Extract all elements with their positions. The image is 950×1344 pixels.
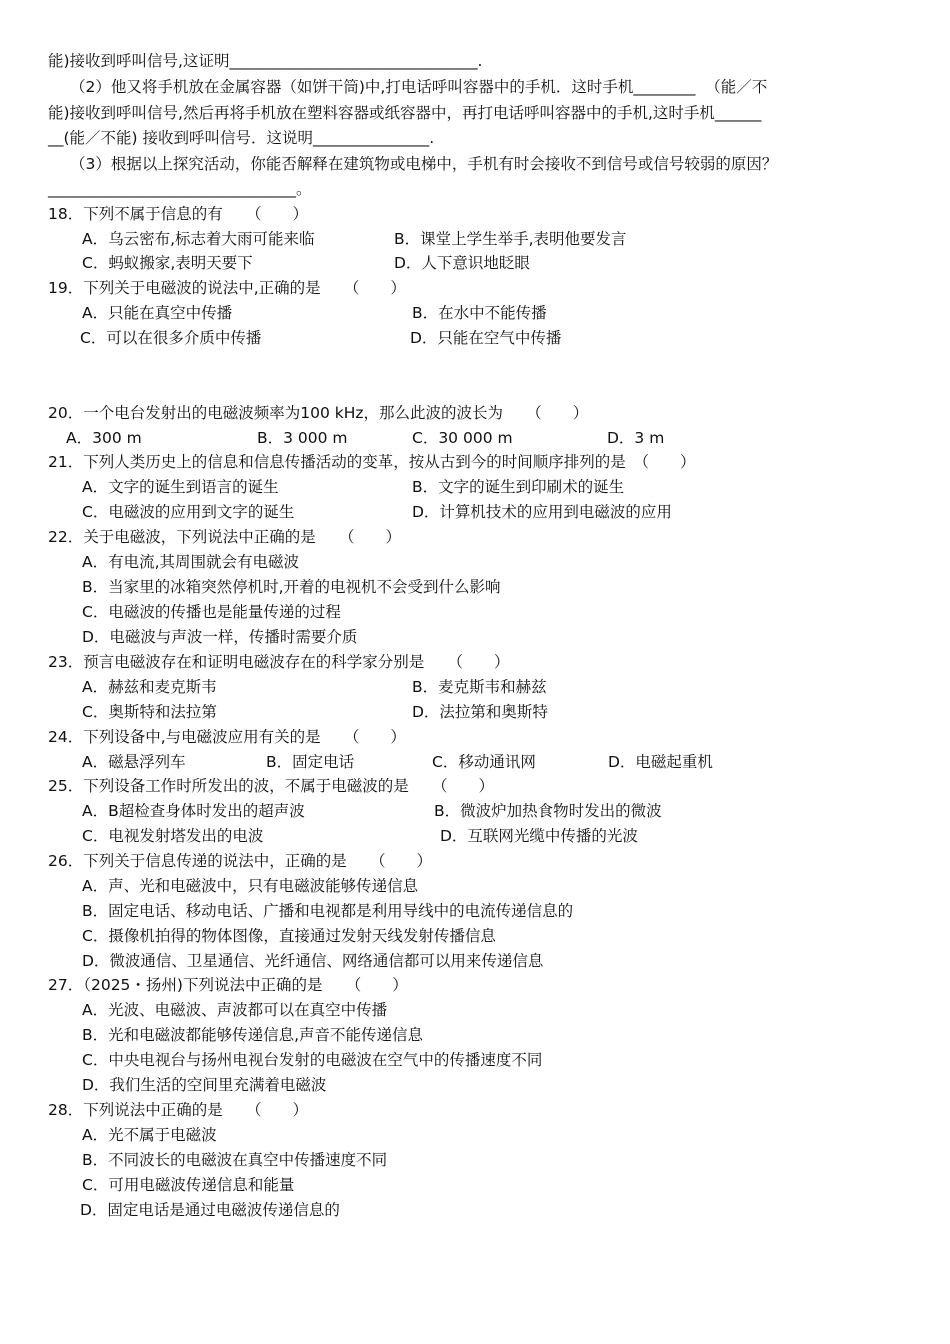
question-19-option-d: D．只能在空气中传播 [410, 329, 562, 347]
question-28-option-c: C．可用电磁波传递信息和能量 [82, 1176, 295, 1194]
question-21-option-d: D．计算机技术的应用到电磁波的应用 [412, 503, 672, 521]
question-21-option-b: B．文字的诞生到印刷术的诞生 [412, 478, 625, 496]
question-25-option-b: B．微波炉加热食物时发出的微波 [434, 802, 662, 820]
question-26-option-b: B．固定电话、移动电话、广播和电视都是利用导线中的电流传递信息的 [82, 902, 574, 920]
question-24-option-d: D．电磁起重机 [608, 753, 713, 771]
continued-text-line-2: （2）他又将手机放在金属容器（如饼干筒)中,打电话呼叫容器中的手机．这时手机________ （能／不 [70, 78, 768, 96]
question-18-option-a: A．乌云密布,标志着大雨可能来临 [82, 230, 315, 248]
question-18-option-c: C．蚂蚁搬家,表明天要下 [82, 254, 253, 272]
question-22-option-b: B．当家里的冰箱突然停机时,开着的电视机不会受到什么影响 [82, 578, 501, 596]
question-28-option-b: B．不同波长的电磁波在真空中传播速度不同 [82, 1151, 388, 1169]
question-27-option-a: A．光波、电磁波、声波都可以在真空中传播 [82, 1001, 388, 1019]
question-23-option-d: D．法拉第和奥斯特 [412, 703, 548, 721]
question-26-option-c: C．摄像机拍得的物体图像，直接通过发射天线发射传播信息 [82, 927, 496, 945]
question-18-stem: 18．下列不属于信息的有 （ ） [48, 205, 308, 223]
question-22-stem: 22．关于电磁波，下列说法中正确的是 （ ） [48, 528, 401, 546]
question-26-stem: 26．下列关于信息传递的说法中，正确的是 （ ） [48, 852, 432, 870]
question-24-option-a: A．磁悬浮列车 [82, 753, 186, 771]
question-27-option-d: D．我们生活的空间里充满着电磁波 [82, 1076, 327, 1094]
continued-text-line-4: __(能／不能) 接收到呼叫信号．这说明_______________. [48, 129, 435, 147]
question-21-option-c: C．电磁波的应用到文字的诞生 [82, 503, 295, 521]
question-23-option-b: B．麦克斯韦和赫兹 [412, 678, 547, 696]
continued-text-line-3: 能)接收到呼叫信号,然后再将手机放在塑料容器或纸容器中，再打电话呼叫容器中的手机,这时手机______ [48, 104, 762, 122]
question-26-option-d: D．微波通信、卫星通信、光纤通信、网络通信都可以用来传递信息 [82, 952, 544, 970]
continued-text-line-5: （3）根据以上探究活动，你能否解释在建筑物或电梯中，手机有时会接收不到信号或信号较弱的原因？ [70, 155, 778, 173]
question-20-stem: 20．一个电台发射出的电磁波频率为100 kHz，那么此波的波长为 （ ） [48, 404, 589, 422]
question-19-option-a: A．只能在真空中传播 [82, 304, 233, 322]
question-25-option-d: D．互联网光缆中传播的光波 [440, 827, 638, 845]
question-25-stem: 25．下列设备工作时所发出的波，不属于电磁波的是 （ ） [48, 777, 494, 795]
question-19-option-b: B．在水中不能传播 [412, 304, 547, 322]
question-19-stem: 19．下列关于电磁波的说法中,正确的是 （ ） [48, 279, 406, 297]
question-25-option-a: A．B超检查身体时发出的超声波 [82, 802, 305, 820]
continued-text-line-1: 能)接收到呼叫信号,这证明________________________________. [48, 52, 483, 70]
question-23-option-c: C．奥斯特和法拉第 [82, 703, 217, 721]
question-25-option-c: C．电视发射塔发出的电波 [82, 827, 264, 845]
question-22-option-d: D．电磁波与声波一样，传播时需要介质 [82, 628, 358, 646]
question-23-stem: 23．预言电磁波存在和证明电磁波存在的科学家分别是 （ ） [48, 653, 510, 671]
question-28-option-d: D．固定电话是通过电磁波传递信息的 [80, 1201, 340, 1219]
continued-text-line-6: ________________________________。 [48, 180, 312, 198]
question-22-option-a: A．有电流,其周围就会有电磁波 [82, 553, 300, 571]
question-24-option-b: B．固定电话 [266, 753, 355, 771]
question-27-option-c: C．中央电视台与扬州电视台发射的电磁波在空气中的传播速度不同 [82, 1051, 543, 1069]
question-24-stem: 24．下列设备中,与电磁波应用有关的是 （ ） [48, 728, 406, 746]
question-19-option-c: C．可以在很多介质中传播 [80, 329, 262, 347]
question-24-option-c: C．移动通讯网 [432, 753, 536, 771]
question-27-stem: 27．（2025・扬州)下列说法中正确的是 （ ） [48, 976, 408, 994]
question-22-option-c: C．电磁波的传播也是能量传递的过程 [82, 603, 341, 621]
question-28-stem: 28．下列说法中正确的是 （ ） [48, 1101, 308, 1119]
question-26-option-a: A．声、光和电磁波中，只有电磁波能够传递信息 [82, 877, 419, 895]
question-20-option-a: A．300 m [66, 429, 142, 447]
question-21-option-a: A．文字的诞生到语言的诞生 [82, 478, 279, 496]
question-20-option-c: C．30 000 m [412, 429, 513, 447]
question-18-option-b: B．课堂上学生举手,表明他要发言 [394, 230, 627, 248]
question-20-option-d: D．3 m [607, 429, 665, 447]
question-28-option-a: A．光不属于电磁波 [82, 1126, 217, 1144]
question-18-option-d: D．人下意识地眨眼 [394, 254, 530, 272]
question-21-stem: 21．下列人类历史上的信息和信息传播活动的变革，按从古到今的时间顺序排列的是 （ ） [48, 453, 696, 471]
question-23-option-a: A．赫兹和麦克斯韦 [82, 678, 217, 696]
question-20-option-b: B．3 000 m [257, 429, 348, 447]
question-27-option-b: B．光和电磁波都能够传递信息,声音不能传递信息 [82, 1026, 424, 1044]
